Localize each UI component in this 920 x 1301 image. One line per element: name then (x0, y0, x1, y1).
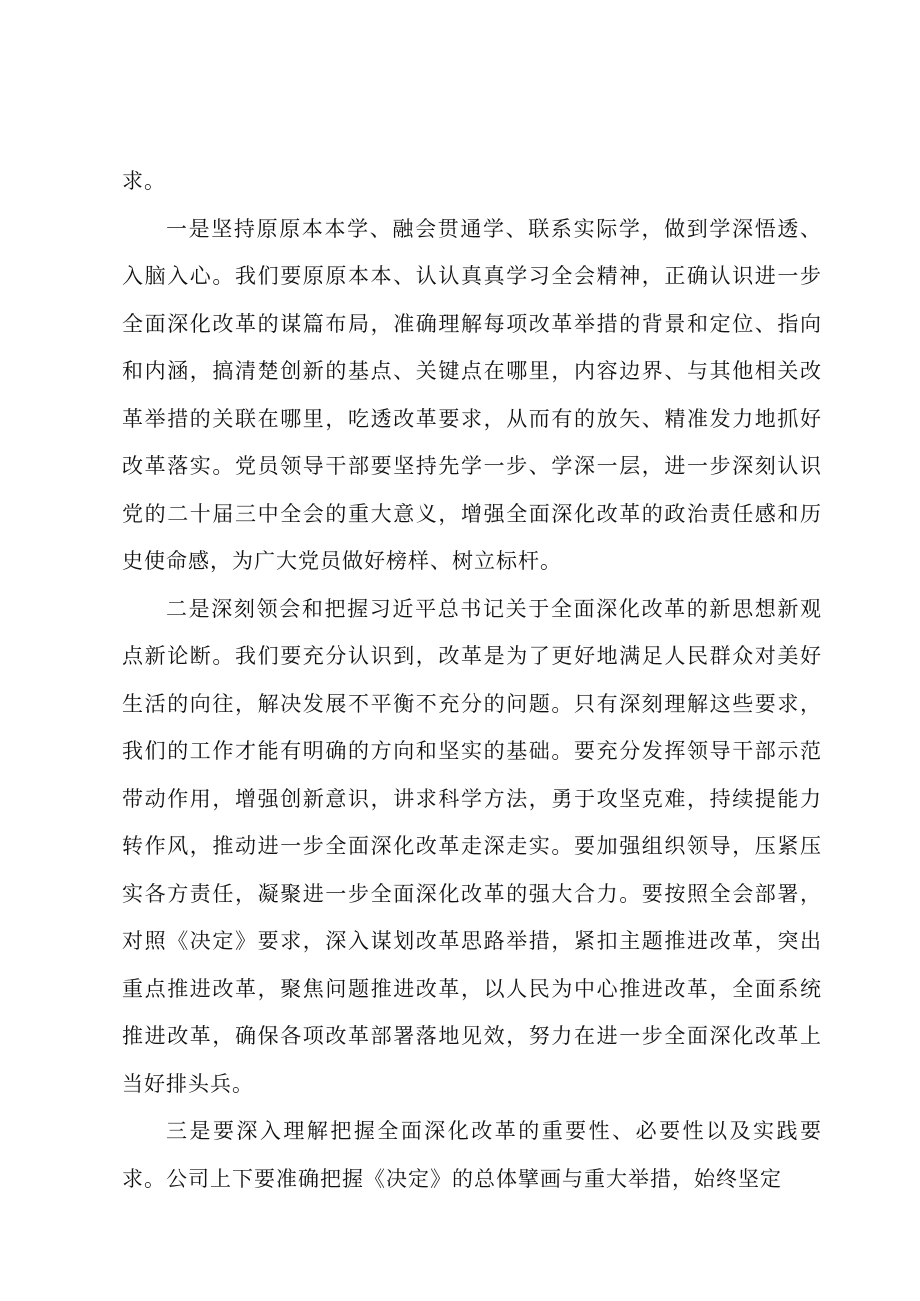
paragraph-continuation: 求。 (122, 169, 166, 193)
document-body (122, 158, 822, 1203)
paragraph-third-point: 三是要深入理解把握全面深化改革的重要性、必要性以及实践要求。公司上下要准确把握《决定》的总体擘画与重大举措，始终坚定 (122, 1119, 822, 1191)
paragraph-first-point: 一是坚持原原本本学、融会贯通学、联系实际学，做到学深悟透、入脑入心。我们要原原本本、认认真真学习全会精神，正确认识进一步全面深化改革的谋篇布局，准确理解每项改革举措的背景和定位、指向和内涵，搞清楚创新的基点、关键点在哪里，内容边界、与其他相关改革举措的关联在哪里，吃透改革要求，从而有的放矢、精准发力地抓好改革落实。党员领导干部要坚持先学一步、学深一层，进一步深刻认识党的二十届三中全会的重大意义，增强全面深化改革的政治责任感和历史使命感，为广大党员做好榜样、树立标杆。 (122, 216, 822, 573)
paragraph-second-point: 二是深刻领会和把握习近平总书记关于全面深化改革的新思想新观点新论断。我们要充分认识到，改革是为了更好地满足人民群众对美好生活的向往，解决发展不平衡不充分的问题。只有深刻理解这些要求，我们的工作才能有明确的方向和坚实的基础。要充分发挥领导干部示范带动作用，增强创新意识，讲求科学方法，勇于攻坚克难，持续提能力转作风，推动进一步全面深化改革走深走实。要加强组织领导，压紧压实各方责任，凝聚进一步全面深化改革的强大合力。要按照全会部署，对照《决定》要求，深入谋划改革思路举措，紧扣主题推进改革，突出重点推进改革，聚焦问题推进改革，以人民为中心推进改革，全面系统推进改革，确保各项改革部署落地见效，努力在进一步全面深化改革上当好排头兵。 (122, 596, 822, 1096)
